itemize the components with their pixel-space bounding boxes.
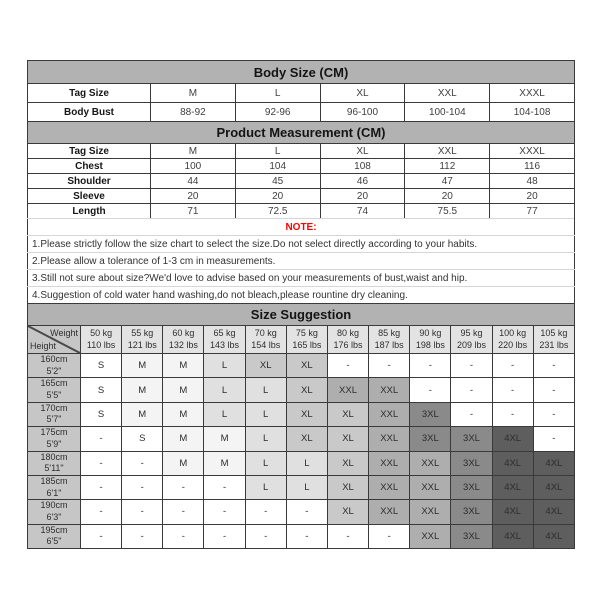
body-size-row <box>28 84 575 103</box>
height-cell <box>28 475 81 499</box>
note-item-row <box>28 287 575 304</box>
weight-lbs-label: 231 lbs <box>539 339 569 350</box>
height-ft-label: 6'1" <box>46 487 62 498</box>
row-label: Shoulder <box>28 174 151 189</box>
size-recommendation-cell: XL <box>286 378 327 402</box>
size-recommendation-cell: XXL <box>410 451 451 475</box>
height-cm-label: 180cm <box>40 451 68 462</box>
weight-header-cell <box>245 326 286 354</box>
size-recommendation-cell: - <box>163 524 204 548</box>
measurement-value: 104 <box>235 159 320 174</box>
size-recommendation-cell: L <box>245 475 286 499</box>
size-recommendation-cell: XXL <box>410 524 451 548</box>
size-recommendation-cell: XL <box>327 427 368 451</box>
size-recommendation-cell: M <box>163 451 204 475</box>
size-recommendation-cell: - <box>163 475 204 499</box>
size-recommendation-cell: L <box>245 427 286 451</box>
size-recommendation-cell: L <box>204 402 245 426</box>
weight-header-cell <box>533 326 574 354</box>
weight-header-cell <box>369 326 410 354</box>
size-recommendation-cell: 3XL <box>410 427 451 451</box>
size-recommendation-cell: - <box>369 354 410 378</box>
height-cell <box>28 451 81 475</box>
size-recommendation-cell: S <box>81 378 122 402</box>
weight-lbs-label: 165 lbs <box>292 339 322 350</box>
row-label: Tag Size <box>28 144 151 159</box>
weight-lbs-label: 176 lbs <box>333 339 363 350</box>
size-recommendation-cell: - <box>81 500 122 524</box>
size-recommendation-cell: - <box>81 427 122 451</box>
size-recommendation-cell: XXL <box>369 475 410 499</box>
weight-kg-label: 85 kg <box>378 327 401 338</box>
weight-kg-label: 60 kg <box>172 327 195 338</box>
weight-kg-label: 90 kg <box>419 327 442 338</box>
size-recommendation-cell: 4XL <box>533 524 574 548</box>
size-recommendation-cell: 3XL <box>451 427 492 451</box>
note-item-text: 2.Please allow a tolerance of 1-3 cm in measurements. <box>28 253 575 270</box>
weight-lbs-label: 121 lbs <box>127 339 157 350</box>
weight-height-corner-cell <box>28 326 81 354</box>
height-ft-label: 5'7" <box>46 414 62 425</box>
weight-header-cell <box>327 326 368 354</box>
size-recommendation-cell: - <box>451 354 492 378</box>
measurement-value: XXXL <box>490 144 575 159</box>
measurement-value: 100-104 <box>405 103 490 122</box>
size-recommendation-cell: - <box>163 500 204 524</box>
product-measurement-table <box>27 121 575 219</box>
measurement-value: L <box>235 144 320 159</box>
size-suggestion-row <box>28 451 575 475</box>
size-suggestion-header-row <box>28 304 575 326</box>
measurement-value: XL <box>320 84 405 103</box>
weight-lbs-label: 110 lbs <box>86 339 116 350</box>
size-recommendation-cell: 3XL <box>451 524 492 548</box>
size-suggestion-row <box>28 402 575 426</box>
size-recommendation-cell: - <box>81 451 122 475</box>
size-recommendation-cell: XL <box>286 427 327 451</box>
size-recommendation-cell: 4XL <box>492 475 533 499</box>
note-item-text: 4.Suggestion of cold water hand washing,do not bleach,please rountine dry cleaning. <box>28 287 575 304</box>
size-recommendation-cell: - <box>533 378 574 402</box>
height-cell <box>28 427 81 451</box>
measurement-value: 20 <box>320 189 405 204</box>
row-label: Sleeve <box>28 189 151 204</box>
size-recommendation-cell: 4XL <box>533 500 574 524</box>
size-suggestion-row <box>28 427 575 451</box>
weight-kg-label: 75 kg <box>295 327 318 338</box>
note-item-text: 3.Still not sure about size?We'd love to advise based on your measurements of bust,waist and hip. <box>28 270 575 287</box>
height-cell <box>28 524 81 548</box>
measurement-value: M <box>151 84 236 103</box>
size-recommendation-cell: L <box>245 402 286 426</box>
size-recommendation-cell: 3XL <box>451 475 492 499</box>
note-item-row <box>28 253 575 270</box>
body-size-row <box>28 103 575 122</box>
weight-kg-label: 70 kg <box>254 327 277 338</box>
size-suggestion-row <box>28 524 575 548</box>
measurement-value: 46 <box>320 174 405 189</box>
product-measurement-header-row <box>28 122 575 144</box>
size-recommendation-cell: - <box>533 402 574 426</box>
weight-lbs-label: 143 lbs <box>210 339 240 350</box>
size-recommendation-cell: - <box>533 354 574 378</box>
note-title: NOTE: <box>28 219 575 236</box>
measurement-value: 96-100 <box>320 103 405 122</box>
measurement-value: 20 <box>490 189 575 204</box>
size-recommendation-cell: - <box>122 524 163 548</box>
product-measurement-row <box>28 189 575 204</box>
size-recommendation-cell: 4XL <box>492 500 533 524</box>
measurement-value: XXL <box>405 144 490 159</box>
measurement-value: 116 <box>490 159 575 174</box>
weight-header-cell <box>81 326 122 354</box>
size-recommendation-cell: - <box>245 524 286 548</box>
measurement-value: L <box>235 84 320 103</box>
measurement-value: 72.5 <box>235 204 320 219</box>
size-recommendation-cell: 4XL <box>492 451 533 475</box>
weight-lbs-label: 198 lbs <box>415 339 445 350</box>
weight-kg-label: 55 kg <box>131 327 154 338</box>
height-ft-label: 5'2" <box>46 365 62 376</box>
size-recommendation-cell: 4XL <box>492 427 533 451</box>
height-cm-label: 170cm <box>40 402 68 413</box>
size-recommendation-cell: 4XL <box>533 451 574 475</box>
row-label: Body Bust <box>28 103 151 122</box>
size-recommendation-cell: - <box>369 524 410 548</box>
height-cell <box>28 500 81 524</box>
size-recommendation-cell: M <box>122 402 163 426</box>
size-recommendation-cell: XL <box>245 354 286 378</box>
height-ft-label: 5'9" <box>46 438 62 449</box>
size-recommendation-cell: - <box>204 524 245 548</box>
size-recommendation-cell: M <box>163 427 204 451</box>
height-cell <box>28 354 81 378</box>
size-recommendation-cell: XXL <box>410 475 451 499</box>
measurement-value: 75.5 <box>405 204 490 219</box>
size-recommendation-cell: - <box>533 427 574 451</box>
height-cell <box>28 378 81 402</box>
weight-header-cell <box>204 326 245 354</box>
measurement-value: 74 <box>320 204 405 219</box>
height-cm-label: 160cm <box>40 354 68 364</box>
measurement-value: 112 <box>405 159 490 174</box>
size-recommendation-cell: L <box>204 354 245 378</box>
product-measurement-title: Product Measurement (CM) <box>28 122 575 144</box>
size-recommendation-cell: XL <box>327 402 368 426</box>
weight-header-cell <box>410 326 451 354</box>
weight-header-row <box>28 326 575 354</box>
measurement-value: 44 <box>151 174 236 189</box>
size-suggestion-row <box>28 354 575 378</box>
size-recommendation-cell: - <box>122 475 163 499</box>
measurement-value: 47 <box>405 174 490 189</box>
weight-header-cell <box>451 326 492 354</box>
size-recommendation-cell: XL <box>286 402 327 426</box>
row-label: Tag Size <box>28 84 151 103</box>
measurement-value: 108 <box>320 159 405 174</box>
corner-height-label: Height <box>30 341 57 351</box>
size-recommendation-cell: L <box>286 451 327 475</box>
size-recommendation-cell: L <box>245 378 286 402</box>
size-recommendation-cell: XXL <box>410 500 451 524</box>
measurement-value: 48 <box>490 174 575 189</box>
measurement-value: M <box>151 144 236 159</box>
measurement-value: XXL <box>405 84 490 103</box>
height-ft-label: 5'5" <box>46 390 62 401</box>
measurement-value: 71 <box>151 204 236 219</box>
height-cell <box>28 402 81 426</box>
size-recommendation-cell: - <box>204 475 245 499</box>
row-label: Chest <box>28 159 151 174</box>
note-item-row <box>28 270 575 287</box>
measurement-value: XL <box>320 144 405 159</box>
row-label: Length <box>28 204 151 219</box>
weight-kg-label: 100 kg <box>499 327 527 338</box>
measurement-value: XXXL <box>490 84 575 103</box>
size-recommendation-cell: S <box>81 354 122 378</box>
measurement-value: 20 <box>405 189 490 204</box>
size-recommendation-cell: 4XL <box>492 524 533 548</box>
size-recommendation-cell: - <box>451 378 492 402</box>
size-recommendation-cell: 3XL <box>451 451 492 475</box>
size-suggestion-row <box>28 378 575 402</box>
note-item-row <box>28 236 575 253</box>
weight-header-cell <box>492 326 533 354</box>
size-recommendation-cell: M <box>163 378 204 402</box>
weight-kg-label: 80 kg <box>337 327 360 338</box>
weight-lbs-label: 209 lbs <box>456 339 486 350</box>
weight-header-cell <box>286 326 327 354</box>
weight-kg-label: 50 kg <box>90 327 113 338</box>
body-size-title: Body Size (CM) <box>28 61 575 84</box>
weight-kg-label: 95 kg <box>460 327 483 338</box>
weight-header-cell <box>122 326 163 354</box>
weight-lbs-label: 154 lbs <box>251 339 281 350</box>
size-suggestion-row <box>28 500 575 524</box>
size-recommendation-cell: XL <box>327 451 368 475</box>
product-measurement-row <box>28 144 575 159</box>
note-item-text: 1.Please strictly follow the size chart to select the size.Do not select directly according to your habits. <box>28 236 575 253</box>
size-recommendation-cell: 3XL <box>410 402 451 426</box>
measurement-value: 92-96 <box>235 103 320 122</box>
note-table <box>27 218 575 304</box>
size-recommendation-cell: S <box>81 402 122 426</box>
measurement-value: 104-108 <box>490 103 575 122</box>
body-size-header-row <box>28 61 575 84</box>
size-recommendation-cell: XXL <box>369 500 410 524</box>
size-recommendation-cell: L <box>286 475 327 499</box>
measurement-value: 100 <box>151 159 236 174</box>
size-recommendation-cell: L <box>245 451 286 475</box>
height-cm-label: 175cm <box>40 427 68 438</box>
size-recommendation-cell: - <box>410 354 451 378</box>
size-recommendation-cell: - <box>245 500 286 524</box>
size-recommendation-cell: - <box>81 524 122 548</box>
size-recommendation-cell: M <box>122 354 163 378</box>
size-recommendation-cell: - <box>327 354 368 378</box>
size-recommendation-cell: M <box>163 402 204 426</box>
size-recommendation-cell: S <box>122 427 163 451</box>
height-ft-label: 6'5" <box>46 536 62 547</box>
product-measurement-row <box>28 174 575 189</box>
size-recommendation-cell: - <box>81 475 122 499</box>
weight-header-cell <box>163 326 204 354</box>
height-cm-label: 185cm <box>40 475 68 486</box>
size-recommendation-cell: - <box>492 378 533 402</box>
weight-kg-label: 65 kg <box>213 327 236 338</box>
body-size-table <box>27 60 575 122</box>
size-recommendation-cell: - <box>492 402 533 426</box>
size-recommendation-cell: - <box>451 402 492 426</box>
size-recommendation-cell: L <box>204 378 245 402</box>
size-recommendation-cell: M <box>122 378 163 402</box>
size-recommendation-cell: XL <box>286 354 327 378</box>
size-recommendation-cell: M <box>204 451 245 475</box>
size-recommendation-cell: - <box>204 500 245 524</box>
size-suggestion-title: Size Suggestion <box>28 304 575 326</box>
size-recommendation-cell: 3XL <box>451 500 492 524</box>
height-cm-label: 195cm <box>40 524 68 535</box>
size-recommendation-cell: XXL <box>327 378 368 402</box>
product-measurement-row <box>28 159 575 174</box>
size-recommendation-cell: - <box>286 524 327 548</box>
weight-lbs-label: 132 lbs <box>168 339 198 350</box>
size-recommendation-cell: XXL <box>369 378 410 402</box>
size-recommendation-cell: XL <box>327 475 368 499</box>
height-cm-label: 165cm <box>40 378 68 389</box>
size-recommendation-cell: - <box>410 378 451 402</box>
corner-weight-label: Weight <box>50 328 78 338</box>
measurement-value: 20 <box>235 189 320 204</box>
size-recommendation-cell: - <box>122 500 163 524</box>
measurement-value: 88-92 <box>151 103 236 122</box>
weight-lbs-label: 187 lbs <box>374 339 404 350</box>
measurement-value: 45 <box>235 174 320 189</box>
size-recommendation-cell: - <box>327 524 368 548</box>
size-recommendation-cell: M <box>204 427 245 451</box>
size-chart-sheet <box>27 60 575 549</box>
size-recommendation-cell: XXL <box>369 427 410 451</box>
note-title-row <box>28 219 575 236</box>
size-recommendation-cell: XL <box>327 500 368 524</box>
size-recommendation-cell: - <box>286 500 327 524</box>
height-cm-label: 190cm <box>40 500 68 511</box>
size-recommendation-cell: - <box>492 354 533 378</box>
size-suggestion-table <box>27 303 575 549</box>
size-recommendation-cell: M <box>163 354 204 378</box>
size-suggestion-row <box>28 475 575 499</box>
measurement-value: 20 <box>151 189 236 204</box>
height-ft-label: 5'11" <box>44 463 64 474</box>
weight-lbs-label: 220 lbs <box>498 339 528 350</box>
size-recommendation-cell: - <box>122 451 163 475</box>
measurement-value: 77 <box>490 204 575 219</box>
size-recommendation-cell: XXL <box>369 402 410 426</box>
product-measurement-row <box>28 204 575 219</box>
size-recommendation-cell: 4XL <box>533 475 574 499</box>
size-recommendation-cell: XXL <box>369 451 410 475</box>
height-ft-label: 6'3" <box>46 511 62 522</box>
weight-kg-label: 105 kg <box>540 327 568 338</box>
